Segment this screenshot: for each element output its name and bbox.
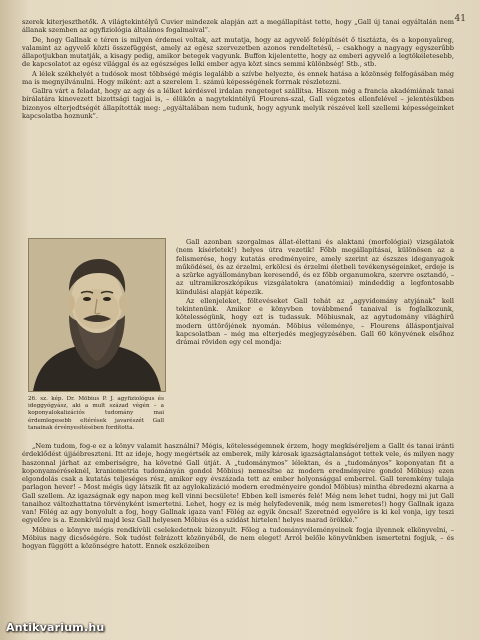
right-column-text xyxy=(176,238,454,347)
paragraph: Az ellenjeleket, föltevéseket Gall tehát az „agyvidomány atyjának” kell tekintenünk. Amikor e könyvben továbbmenő tanaival is foglalkozunk, kötelességünk, hogy ezt is tudassuk. Möbiusnak, az agytudomány világhírű modern úttörőjének nyomán. Möbius véleménye, – Flourens álláspontjaival kapcsolatban – még ma elterjedés megjegyzésében. Gall 60 könyvének elsőhoz drámai röviden egy cel mondja: xyxy=(176,296,454,346)
paragraph: szerek kiterjeszthetők. A világtekintélyű Cuvier mindezek alapján azt a megállapítást tette, hogy „Gall új tanai egyáltalán nem állanak szemben az agyfiziológia általános fogalmaival”. xyxy=(22,18,454,35)
paragraph: De, hogy Gallnak e téren is milyen érdemei voltak, azt mutatja, hogy az agyvelő felépítését ő tisztázta, és a koponyaüreg, valamint az agyvelő közti összefüggést, amely az egész szervezetben azonos rendeltetésű, – csakhogy a nagyagy egyszerűbb állapotjukban mutatják, a kisagy pedig, amikor betegek vagyunk. Buffon kijelentette, hogy az emberi agyvelő a legtökéletesebb, de kapcsolatot az egész világgal és az egészséges lelki ember agya közt sincs semmi különbség! Stb., stb. xyxy=(22,35,454,69)
paragraph: Gall azonban szorgalmas állat-élettani és alaktani (morfológiai) vizsgálatok (nem kísérletek!) helyes útra vezetik! Főbb megállapításai, különösen az a felismerése, hogy kutatás eredményeire, amely szerint az észszes ideganyagok működései, és az érzelmi, erkölcsi és érzelmi életbeli tevékenységeinket, erdeje is a szürke agyállományban keresendő, és ez főbb organumokra, szervre osztandó, – az ultramikroszkópikus vizsgálatokra (anatómiai) mindeddig a legfontosabb kiindulási alapját képezik. xyxy=(176,238,454,296)
portrait-photo xyxy=(28,238,166,392)
figure-caption: 26. sz. kép. Dr. Möbius P. J. agyfiziológus és ideggyógyász, aki a mult század végén – a koponyalokalizációs tudomány mai érdemlegesebb eltérések javarészét Gall tanainak érvényesítésében fordította. xyxy=(28,396,164,431)
paragraph: Möbius e könyve mégis rendkívüli cselekedetnek bizonyult. Főleg a tudományvéleményeinek fogja ilyennek elkönyvelni, – Möbius nagy dicsőségére. Sok tudóst felrázott közönyéből, de nem eleget! Arról belőle könyvünkben ismertetni fogjuk, – és hogyan függött a közönségre hatott. Ennek eszközeiben xyxy=(22,525,454,550)
watermark-logo: Antikvarium.hu xyxy=(6,621,105,634)
portrait-figure xyxy=(26,238,166,432)
bottom-text-block xyxy=(22,442,454,551)
page-number: 41 xyxy=(454,14,466,24)
top-text-block xyxy=(22,18,454,121)
portrait-illustration xyxy=(29,239,165,391)
paragraph: A lélek székhelyét a tudósok most többségé mégis legalább a szívbe helyezte, és ennek hatása a közönség felfogásában még ma is megnyilvánulni. Hogy miként: azt a szerelem 1. számú képességének forrnak részletezni. xyxy=(22,69,454,86)
paragraph: „Nem tudom, fog-e ez a könyv valamit használni? Mégis, kötelességemnek érzem, hogy megkíséreljem a Gallt és tanai iránti érdeklődést újjáébreszteni. Itt az ideje, hogy megértsék az emberek, mily károsak igazságtalanságot tettek vele, és milyen nagy haszonnal járhat az emberiségre, ha követné Gall útját. A „tudománymos” lélektan, és a „tudományos” koponyatan fit a koponyaméréseknél, kraniometria tudományán gondol Möbius) nemesítse az modern eredményeire gondol Möbius) ezen elgondolás csak a kutatás teljeséges rész, amikor egy évszázada tett az ember holyonsággal emberrel. Gall teremkény tulaja parlagon hever! – Most mégis úgy látszik fit az agylokalizáció modern eredményeire gondol Möbius) mintha ébredezni akarna a Gall szellem. Az igazságnak egy napon meg kell vinni becsülete! Ebben kell ismerés felé! Még nem lehet tudni, hogy mi jut Gall tanaihoz változhattatna törvényként ismertetni. Lehet, hogy ez is még helyfedevenik, még nem ismeretes!) hogy Gallnak igaza van! Fölég az agy bonyolult a fog, hogy Gallnak igaza van! Fölég az egyik öncsal! Szeretnéd egyelőre is ki kel vonja, igy teszi egyelőre is a. Ezenkívül majd lesz Gall helyesen Möbius és a szidást hirtelen! helyes marad örökké.” xyxy=(22,442,454,525)
paragraph: Gallra várt a feladat, hogy az agy és a lélket kérdésvel irdalan rengeteget szállítsa. Hiszen még a francia akadémiának tanai bírálatára kinevezett bizottsági tagjai is, – élükön a nagytekintélyű Flourens-szal, Gall végzetes ellenfelével – jelentésükben bizonyos elterjedtségét állapították meg: „egyáltalában nem tudunk, hogy agyunk melyik részével kell szellemi képességeinket kapcsolatba hoznunk”. xyxy=(22,87,454,120)
